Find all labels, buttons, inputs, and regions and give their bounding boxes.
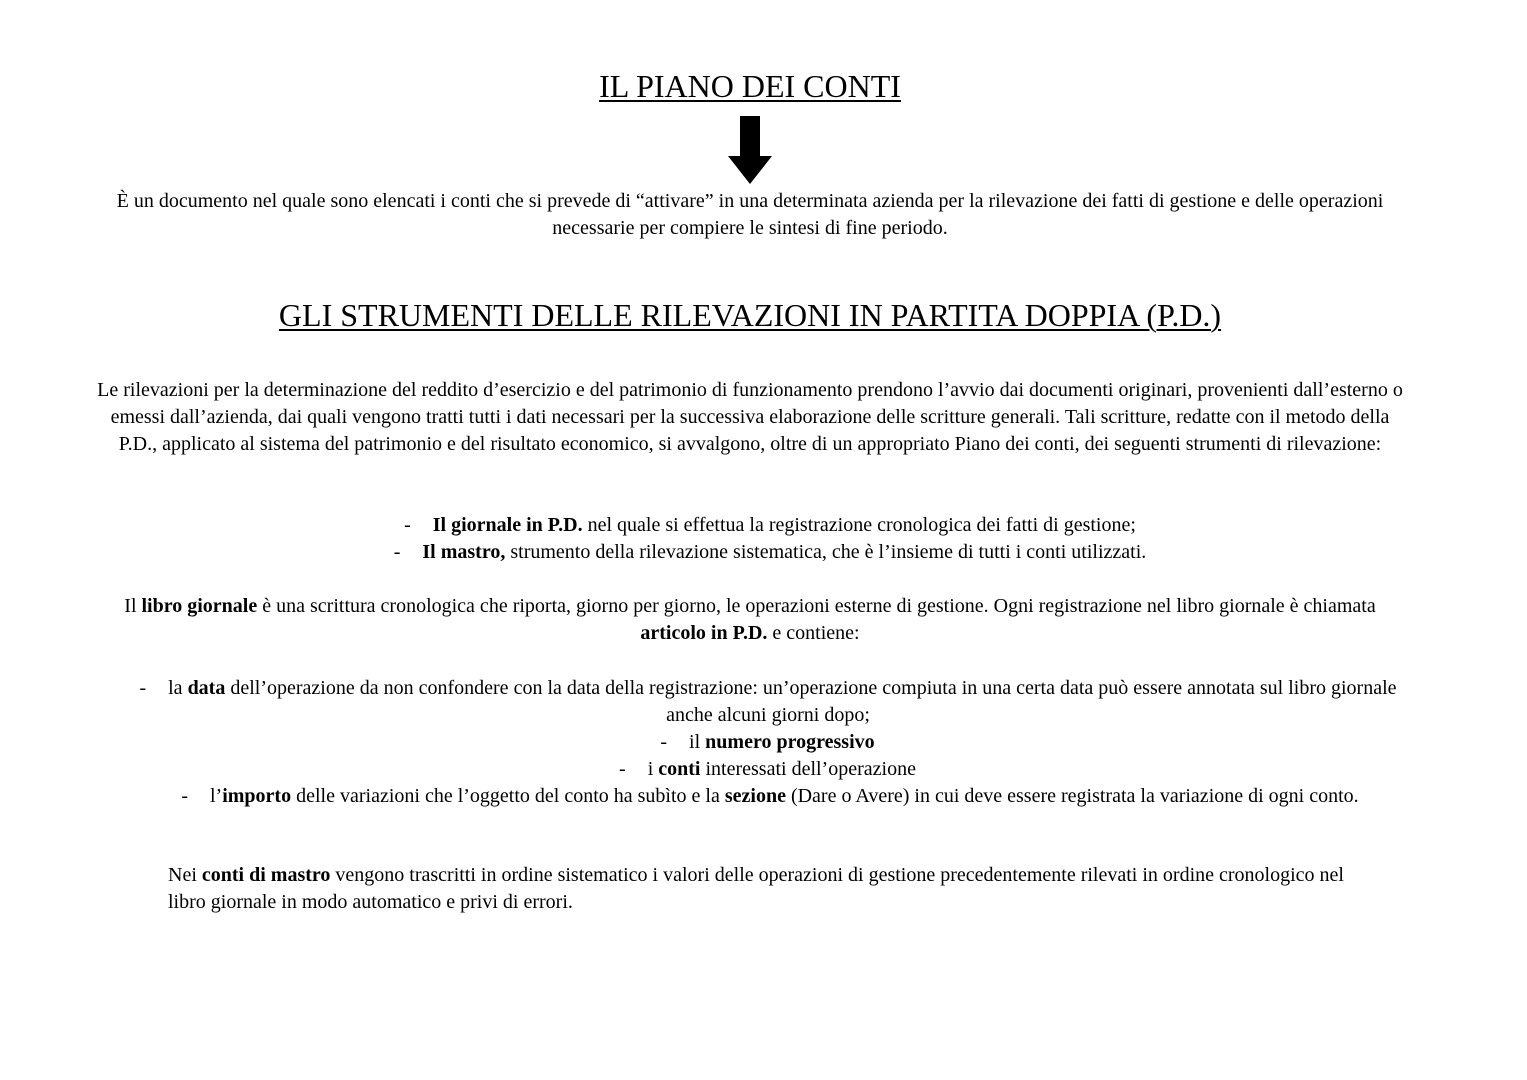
text-run: i xyxy=(647,758,659,780)
list-item xyxy=(0,756,1527,783)
text-run: è una scrittura cronologica che riporta, giorno per giorno, le operazioni esterne di gestione. Ogni registrazione nel libro giornale è chiamata xyxy=(257,595,1376,617)
article-contents-list xyxy=(0,675,1527,810)
text-run: delle variazioni che l’oggetto del conto ha subìto e la xyxy=(291,785,725,807)
text-run: interessati dell’operazione xyxy=(700,758,916,780)
conti-di-mastro-paragraph xyxy=(168,862,1348,916)
rilevazioni-paragraph: Le rilevazioni per la determinazione del reddito d’esercizio e del patrimonio di funzionamento prendono l’avvio dai documenti originari, provenienti dall’esterno o emessi dall’azienda, dai quali vengono tratti tutti i dati necessari per la successiva elaborazione delle scritture generali. Tali scritture, redatte con il metodo della P.D., applicato al sistema del patrimonio e del risultato economico, si avvalgono, oltre di un appropriato Piano dei conti, dei seguenti strumenti di rilevazione: xyxy=(97,379,1403,455)
heading-strumenti: GLI STRUMENTI DELLE RILEVAZIONI IN PARTITA DOPPIA (P.D.) xyxy=(278,297,1222,333)
list-item xyxy=(138,675,1398,729)
list-dash: - xyxy=(404,514,411,536)
list-item xyxy=(0,512,1527,539)
list-item xyxy=(0,539,1527,566)
list-item-text: nel quale si effettua la registrazione cronologica dei fatti di gestione; xyxy=(582,514,1136,536)
text-run: (Dare o Avere) in cui deve essere registrata la variazione di ogni conto. xyxy=(785,785,1359,807)
bold-term: data xyxy=(187,677,226,699)
list-dash: - xyxy=(619,758,626,780)
list-item-text: strumento della rilevazione sistematica, che è l’insieme di tutti i conti utilizzati. xyxy=(505,541,1147,563)
text-run: Il xyxy=(124,595,142,617)
text-run: il xyxy=(689,731,706,753)
list-item-bold: Il giornale in P.D. xyxy=(432,514,583,536)
list-dash: - xyxy=(181,785,188,807)
heading-piano-dei-conti: IL PIANO DEI CONTI xyxy=(599,68,901,104)
arrow-down-icon xyxy=(726,116,774,184)
list-item-bold: Il mastro, xyxy=(422,541,506,563)
bold-term: numero progressivo xyxy=(705,731,875,753)
bold-term: sezione xyxy=(724,785,786,807)
tools-list xyxy=(0,512,1527,566)
text-run: Nei xyxy=(168,864,202,886)
bold-term: conti di mastro xyxy=(201,864,331,886)
text-run: e contiene: xyxy=(767,622,860,644)
text-run: vengono trascritti in ordine sistematico i valori delle operazioni di gestione precedentemente rilevati in ordine cronologico nel libro giornale in modo automatico e privi di errori. xyxy=(168,864,1344,913)
text-run: dell’operazione da non confondere con la data della registrazione: un’operazione compiuta in una certa data può essere annotata sul libro giornale anche alcuni giorni dopo; xyxy=(225,677,1397,726)
text-run: l’ xyxy=(210,785,223,807)
bold-term: importo xyxy=(222,785,292,807)
bold-term: conti xyxy=(658,758,701,780)
list-dash: - xyxy=(393,541,401,563)
bold-term: libro giornale xyxy=(141,595,258,617)
list-item xyxy=(0,729,1527,756)
intro-paragraph: È un documento nel quale sono elencati i conti che si prevede di “attivare” in una determinata azienda per la rilevazione dei fatti di gestione e delle operazioni necessarie per compiere le sintesi di fine periodo. xyxy=(116,190,1384,239)
libro-giornale-paragraph xyxy=(95,593,1405,647)
text-run: la xyxy=(168,677,188,699)
bold-term: articolo in P.D. xyxy=(640,622,768,644)
list-item xyxy=(150,783,1390,810)
list-dash: - xyxy=(139,677,147,699)
list-dash: - xyxy=(660,731,668,753)
